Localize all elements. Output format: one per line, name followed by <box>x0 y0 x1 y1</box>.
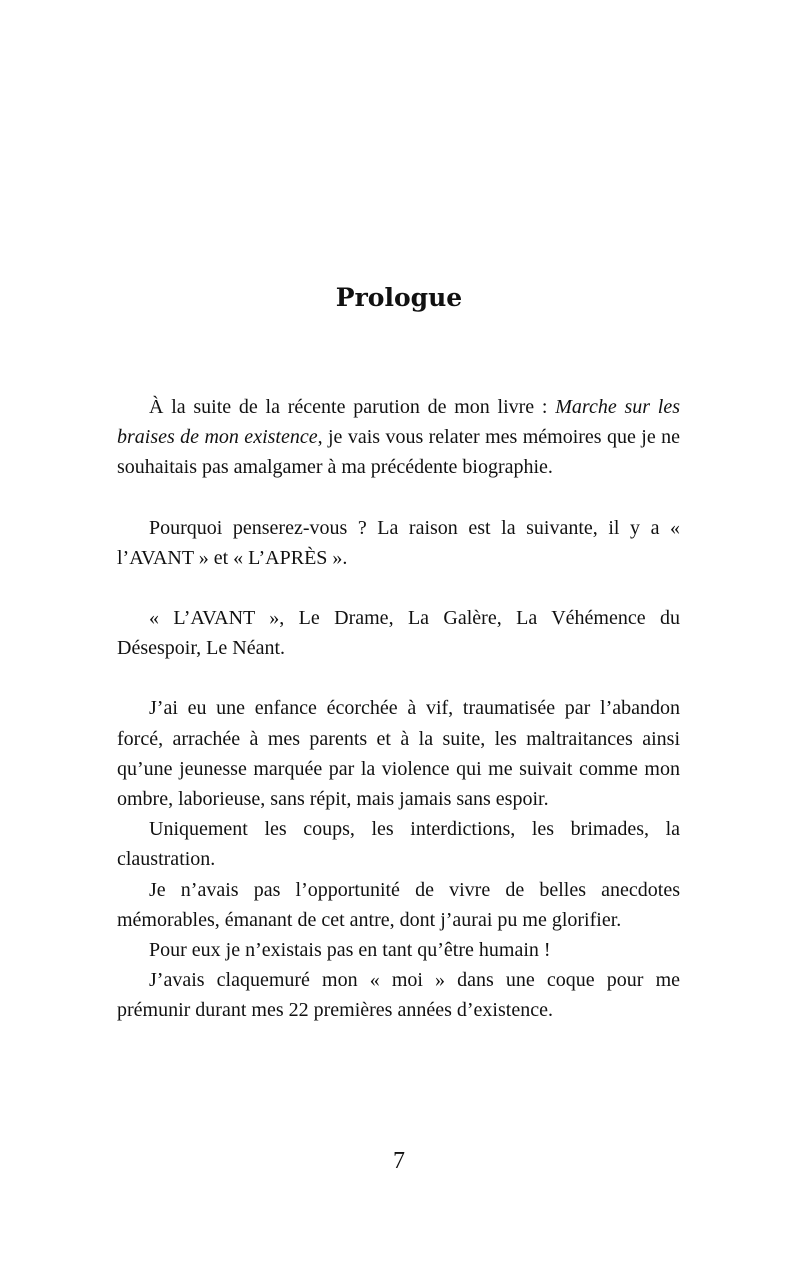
paragraph-1-start: À la suite de la récente parution de mon livre : <box>149 396 556 418</box>
book-title-reference: Marche sur les braises de mon existence <box>117 396 680 449</box>
paragraph-4: J’ai eu une enfance écorchée à vif, traumatisée par l’abandon forcé, arrachée à mes parents et à la suite, les maltraitances ainsi qu’une jeunesse marquée par la violence qui me suivait comme mon ombre, laborieuse, sans répit, mais jamais sans espoir. <box>117 697 680 811</box>
paragraph-gap <box>117 663 680 693</box>
paragraph-2: Pourquoi penserez-vous ? La raison est la suivante, il y a « l’AVANT » et « L’APRÈS ». <box>117 516 680 569</box>
paragraph-1 <box>117 392 680 483</box>
paragraph-1-end: , je vais vous relater mes mémoires que je ne souhaitais pas amalgamer à ma précédente biographie. <box>117 426 680 479</box>
paragraph-6: Je n’avais pas l’opportunité de vivre de belles anecdotes mémorables, émanant de cet antre, dont j’aurai pu me glorifier. <box>117 878 680 931</box>
paragraph-3: « L’AVANT », Le Drame, La Galère, La Véhémence du Désespoir, Le Néant. <box>117 607 680 660</box>
paragraph-7: Pour eux je n’existais pas en tant qu’être humain ! <box>149 939 551 962</box>
paragraph-gap <box>117 483 680 513</box>
page-number: 7 <box>393 1148 405 1174</box>
paragraph-gap <box>117 573 680 603</box>
paragraph-5: Uniquement les coups, les interdictions, les brimades, la claustration. <box>117 818 680 871</box>
chapter-title: Prologue <box>335 282 463 312</box>
paragraph-8: J’avais claquemuré mon « moi » dans une coque pour me prémunir durant mes 22 premières années d’existence. <box>117 969 680 1022</box>
chapter-body <box>117 392 680 1026</box>
